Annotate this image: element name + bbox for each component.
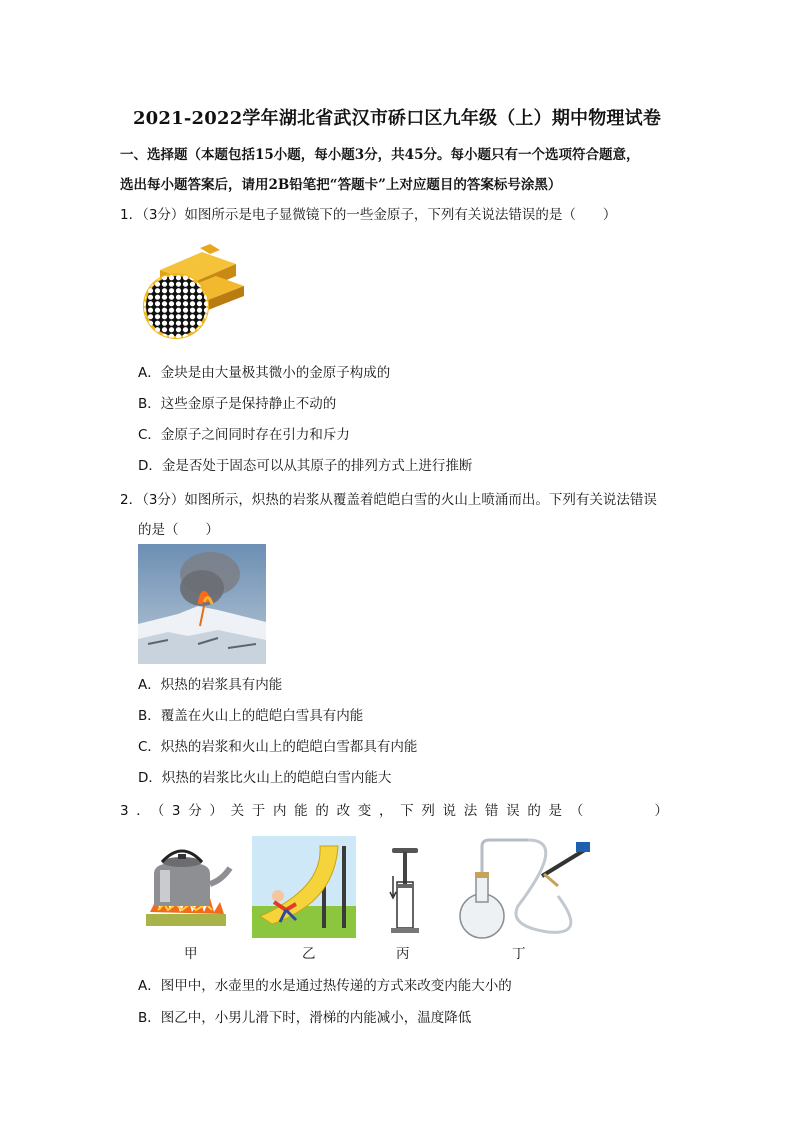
flask-experiment-figure (448, 836, 594, 944)
kettle-figure (140, 840, 236, 930)
gold-atoms-figure (140, 242, 246, 344)
figure-caption-jia: 甲 (184, 946, 198, 962)
figure-caption-bing: 丙 (396, 946, 410, 962)
question-2-stem-line-2: 的是（ ） (138, 522, 219, 538)
slide-figure (252, 836, 356, 938)
section-heading-line-1: 一、选择题（本题包括15小题，每小题3分，共45分。每小题只有一个选项符合题意， (120, 147, 640, 163)
question-1-option-d: D．金是否处于固态可以从其原子的排列方式上进行推断 (138, 458, 473, 474)
figure-caption-ding: 丁 (512, 946, 526, 962)
question-3-option-b: B．图乙中，小男儿滑下时，滑梯的内能减小，温度降低 (138, 1010, 472, 1026)
question-2-stem-line-1: 2．（3分）如图所示，炽热的岩浆从覆盖着皑皑白雪的火山上喷涌而出。下列有关说法错误 (120, 492, 657, 508)
figure-caption-yi: 乙 (302, 946, 316, 962)
question-2-option-a: A．炽热的岩浆具有内能 (138, 677, 283, 693)
question-1-option-c: C．金原子之间同时存在引力和斥力 (138, 427, 350, 443)
question-1-option-b: B．这些金原子是保持静止不动的 (138, 396, 337, 412)
question-1-stem: 1．（3分）如图所示是电子显微镜下的一些金原子，下列有关说法错误的是（ ） (120, 207, 617, 223)
question-1-option-a: A．金块是由大量极其微小的金原子构成的 (138, 365, 391, 381)
question-2-option-b: B．覆盖在火山上的皑皑白雪具有内能 (138, 708, 364, 724)
question-2-option-d: D．炽热的岩浆比火山上的皑皑白雪内能大 (138, 770, 392, 786)
question-3-option-a: A．图甲中，水壶里的水是通过热传递的方式来改变内能大小的 (138, 978, 512, 994)
page-title: 2021-2022学年湖北省武汉市硚口区九年级（上）期中物理试卷 (132, 108, 662, 129)
section-heading-line-2: 选出每小题答案后，请用2B铅笔把“答题卡”上对应题目的答案标号涂黑） (120, 177, 562, 193)
question-3-stem: 3．（3分）关于内能的改变，下列说法错误的是（ ） (120, 803, 668, 819)
air-compression-figure (388, 846, 422, 936)
question-2-option-c: C．炽热的岩浆和火山上的皑皑白雪都具有内能 (138, 739, 418, 755)
volcano-figure (138, 544, 266, 664)
